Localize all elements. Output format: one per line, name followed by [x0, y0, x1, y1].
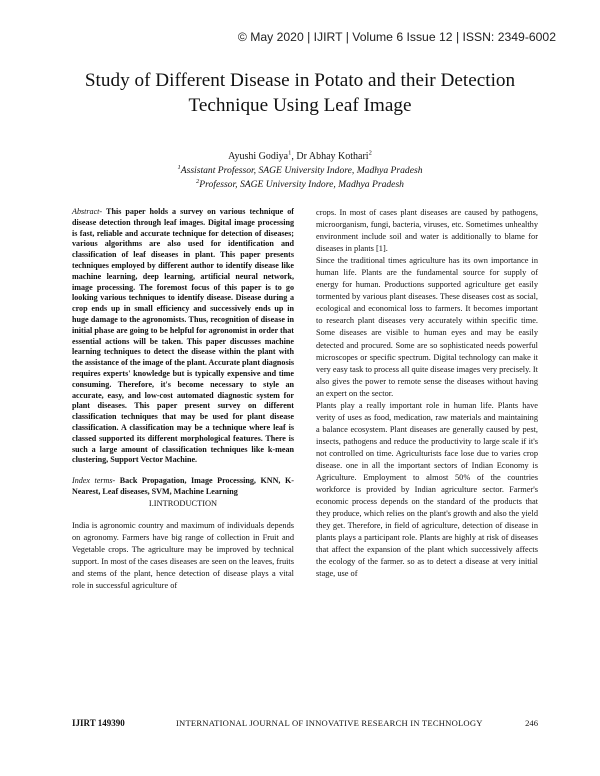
author-1: Ayushi Godiya [228, 151, 289, 162]
affiliation-1-text: Assistant Professor, SAGE University Indore, Madhya Pradesh [180, 165, 423, 176]
body-paragraph: Since the traditional times agriculture has its own importance in human life. Plants are the fundamental source for supply of energy for human. Productions supported agriculture get easily tormented by various plant diseases. These diseases cost as social, ecological and economical loss to farmers. It becomes important to research plant diseases very accurately within specific time. Some diseases are visible to human eyes and may be easily detected and procured. Some are so sophisticated needs powerful microscopes or specific spectrum. Digital technology can make it very easy task to process all quite disease images very precisely. It also gives the power to remote sense the diseases without having an expert on the sector. [316, 256, 538, 398]
section-heading-introduction: I.INTRODUCTION [148, 498, 218, 508]
affiliation-1 [90, 164, 510, 178]
paper-title [60, 68, 540, 118]
author-block [90, 150, 510, 192]
body-paragraph: India is agronomic country and maximum of individuals depends on agronomy. Farmers have big range of collection in Fruit and Vegetable crops. The agriculture may be improved by technical support. In most of the cases diseases are seen on the leaves, fruits and stems of the plant, hence detection of disease plays a vital role in successful agriculture of [72, 520, 294, 590]
author-1-sup: 1 [288, 149, 292, 157]
title-line-1: Study of Different Disease in Potato and their Detection [84, 70, 516, 91]
abstract [72, 207, 294, 466]
right-column [316, 207, 538, 580]
author-2-sup: 2 [368, 149, 372, 157]
body-paragraph: crops. In most of cases plant diseases are caused by pathogens, microorganism, fungi, bacteria, viruses, etc. Sometimes unhealthy environment include soil and water is additionally to blame for diseases in plants [1]. [316, 208, 538, 254]
journal-citation-header: © May 2020 | IJIRT | Volume 6 Issue 12 | ISSN: 2349-6002 [237, 30, 556, 44]
affiliation-2-text: Professor, SAGE University Indore, Madhya Pradesh [199, 179, 404, 190]
affiliation-2 [90, 178, 510, 192]
author-2: Dr Abhay Kothari [296, 151, 369, 162]
author-separator: , [291, 151, 297, 162]
left-column [72, 207, 294, 592]
abstract-lead: Abstract- [72, 207, 103, 216]
author-names [90, 150, 510, 164]
index-terms-lead: Index terms- [72, 476, 116, 486]
journal-name: INTERNATIONAL JOURNAL OF INNOVATIVE RESEARCH IN TECHNOLOGY [176, 718, 483, 728]
affiliation-1-sup: 1 [177, 163, 181, 171]
title-line-2: Technique Using Leaf Image [188, 95, 412, 116]
index-terms-text: Back Propagation, Image Processing, KNN, K- Nearest, Leaf diseases, SVM, Machine Learning [72, 476, 294, 496]
abstract-text: This paper holds a survey on various technique of disease detection through leaf images. Digital image processing is fast, reliable and accurate technique for detection of diseases; various algorithms are also used for identification and classification of leaf diseases in plant. This paper presents techniques employed by different author to identify disease like machine learning, deep learning, artificial neural network, image processing. The foremost focus of this paper is to go looking various techniques to identify disease. Disease during a crop ends up in small efficiency and successively ends up in huge damage to the agronomists. Thus, recognition of disease in initial phase are going to be helpful for agronomist in order that essential actions will be taken. This paper discusses machine learning techniques to detect the disease within the plant with the assistance of the image of the plant. Accurate plant diagnosis requires experts' knowledge but is typically expensive and time consuming. Therefore, it's become necessary to style an accurate, easy, and low-cost automated diagnostic system for plant diseases. This paper present survey on different classification techniques that may be used for plant disease classification. A classification may be a technique where leaf is classed supported its different morphological features. There is such a large amount of classification techniques like k-mean clustering, Support Vector Machine. [72, 207, 294, 465]
page-number: 246 [525, 718, 538, 728]
body-paragraph: Plants play a really important role in human life. Plants have verity of uses as food, medication, raw materials and maintaining a balance ecosystem. Plant diseases are generally caused by pest, insects, pathogens and reduce the productivity to large scale if it's not controlled on time. Agriculturists face lose due to varies crop disease. one in all the important sectors of Indian Economy is Agriculture. Employment to almost 50% of the countries workforce is provided by Indian agriculture sector. Farmer's economic process depends on the standard of the products that they produce, which relies on the plant's growth and also the yield they get. Therefore, in field of agriculture, detection of disease in plants plays a participant role. Plants are highly at risk of diseases that affect the expansion of the plant which successively affects the ecology of the farmer. so as to detect a disease at very initial stage, use of [316, 400, 538, 579]
index-terms [72, 476, 294, 498]
paper-id: IJIRT 149390 [72, 718, 125, 728]
affiliation-2-sup: 2 [196, 177, 200, 185]
